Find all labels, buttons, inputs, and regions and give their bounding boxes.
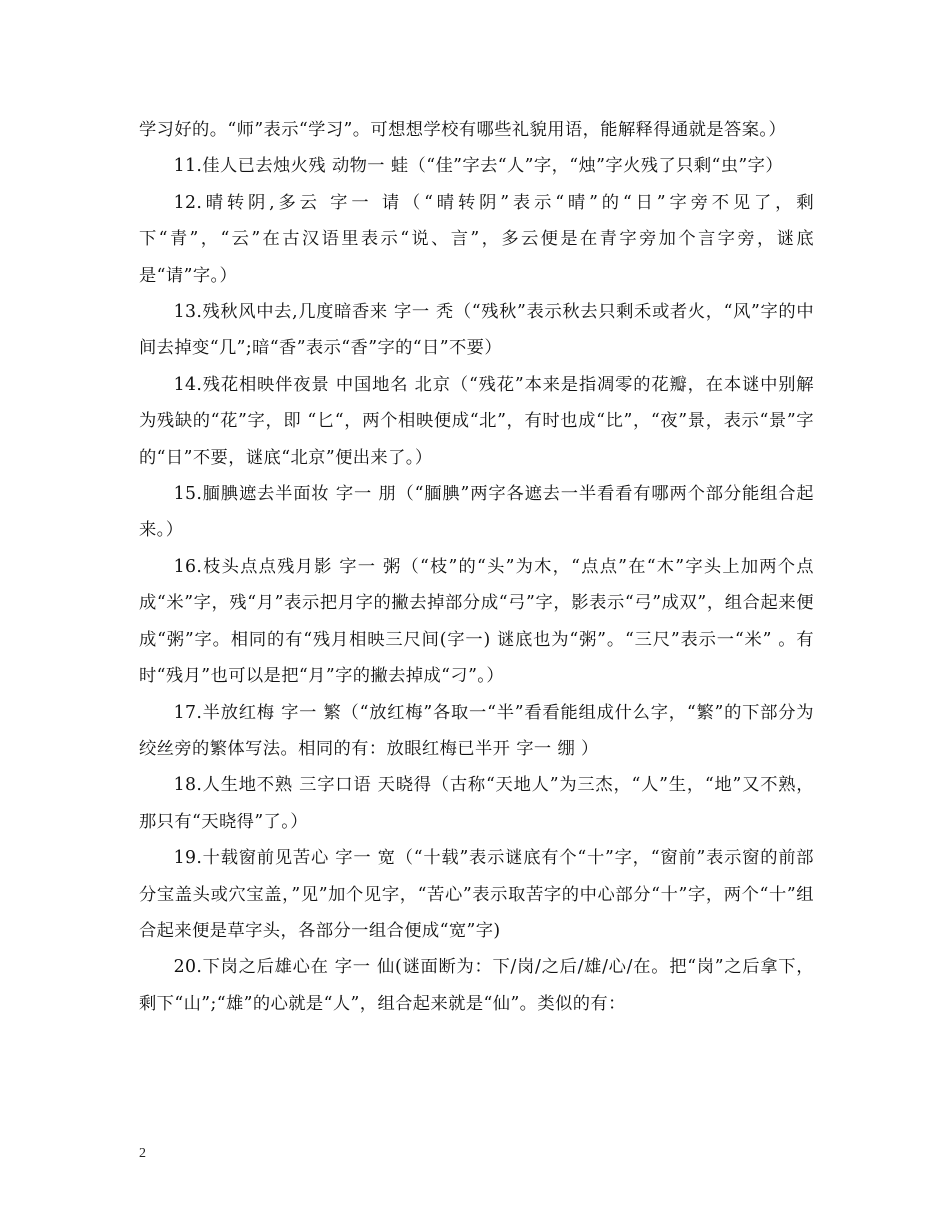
riddle-13: 13.残秋风中去,几度暗香来 字一 秃（“残秋”表示秋去只剩禾或者火，“风”字的中间去掉变“几”;暗“香”表示“香”字的“日”不要） <box>139 302 814 359</box>
page-number: 2 <box>139 1146 146 1161</box>
document-body <box>139 112 814 1022</box>
riddle-14: 14.残花相映伴夜景 中国地名 北京（“残花”本来是指凋零的花瓣，在本谜中别解为残缺的“花”字，即 “匕“，两个相映便成“北”，有时也成“比”，“夜”景，表示“景”字的“日”不要，谜底“北京”便出来了。） <box>139 374 814 468</box>
riddle-15: 15.腼腆遮去半面妆 字一 朋（“腼腆”两字各遮去一半看看有哪两个部分能组合起来。） <box>139 484 814 541</box>
paragraph-continuation: 学习好的。“师”表示“学习”。可想想学校有哪些礼貌用语，能解释得通就是答案。） <box>139 120 787 140</box>
riddle-18: 18.人生地不熟 三字口语 天晓得（古称“天地人”为三杰，“人”生，“地”又不熟，那只有“天晓得”了。） <box>139 775 814 832</box>
riddle-20: 20.下岗之后雄心在 字一 仙(谜面断为：下/岗/之后/雄/心/在。把“岗”之后拿下，剩下“山”;“雄”的心就是“人”，组合起来就是“仙”。类似的有： <box>139 957 814 1014</box>
riddle-19: 19.十载窗前见苦心 字一 宽（“十载”表示谜底有个“十”字，“窗前”表示窗的前部分宝盖头或穴宝盖，”见”加个见字，“苦心”表示取苦字的中心部分“十”字，两个“十”组合起来便是草字头，各部分一组合便成“宽”字) <box>139 848 814 941</box>
riddle-16: 16.枝头点点残月影 字一 粥（“枝”的“头”为木，“点点”在“木”字头上加两个点成“米”字，残“月”表示把月字的撇去掉部分成“弓”字，影表示“弓”成双”，组合起来便成“粥”字。相同的有“残月相映三尺间(字一) 谜底也为“粥”。“三尺”表示一“米” 。有时“残月”也可以是把“月”字的撇去掉成“刁”。） <box>139 556 814 687</box>
riddle-12: 12.晴转阴,多云 字一 请（“晴转阴”表示“晴”的“日”字旁不见了，剩下“青”，“云”在古汉语里表示“说、言”，多云便是在青字旁加个言字旁，谜底是“请”字。） <box>139 192 814 286</box>
riddle-17: 17.半放红梅 字一 繁（“放红梅”各取一“半”看看能组成什么字，“繁”的下部分为绞丝旁的繁体写法。相同的有：放眼红梅已半开 字一 绷 ） <box>139 702 814 759</box>
riddle-11: 11.佳人已去烛火残 动物一 蛙（“佳”字去“人”字，“烛”字火残了只剩“虫”字） <box>173 156 784 177</box>
